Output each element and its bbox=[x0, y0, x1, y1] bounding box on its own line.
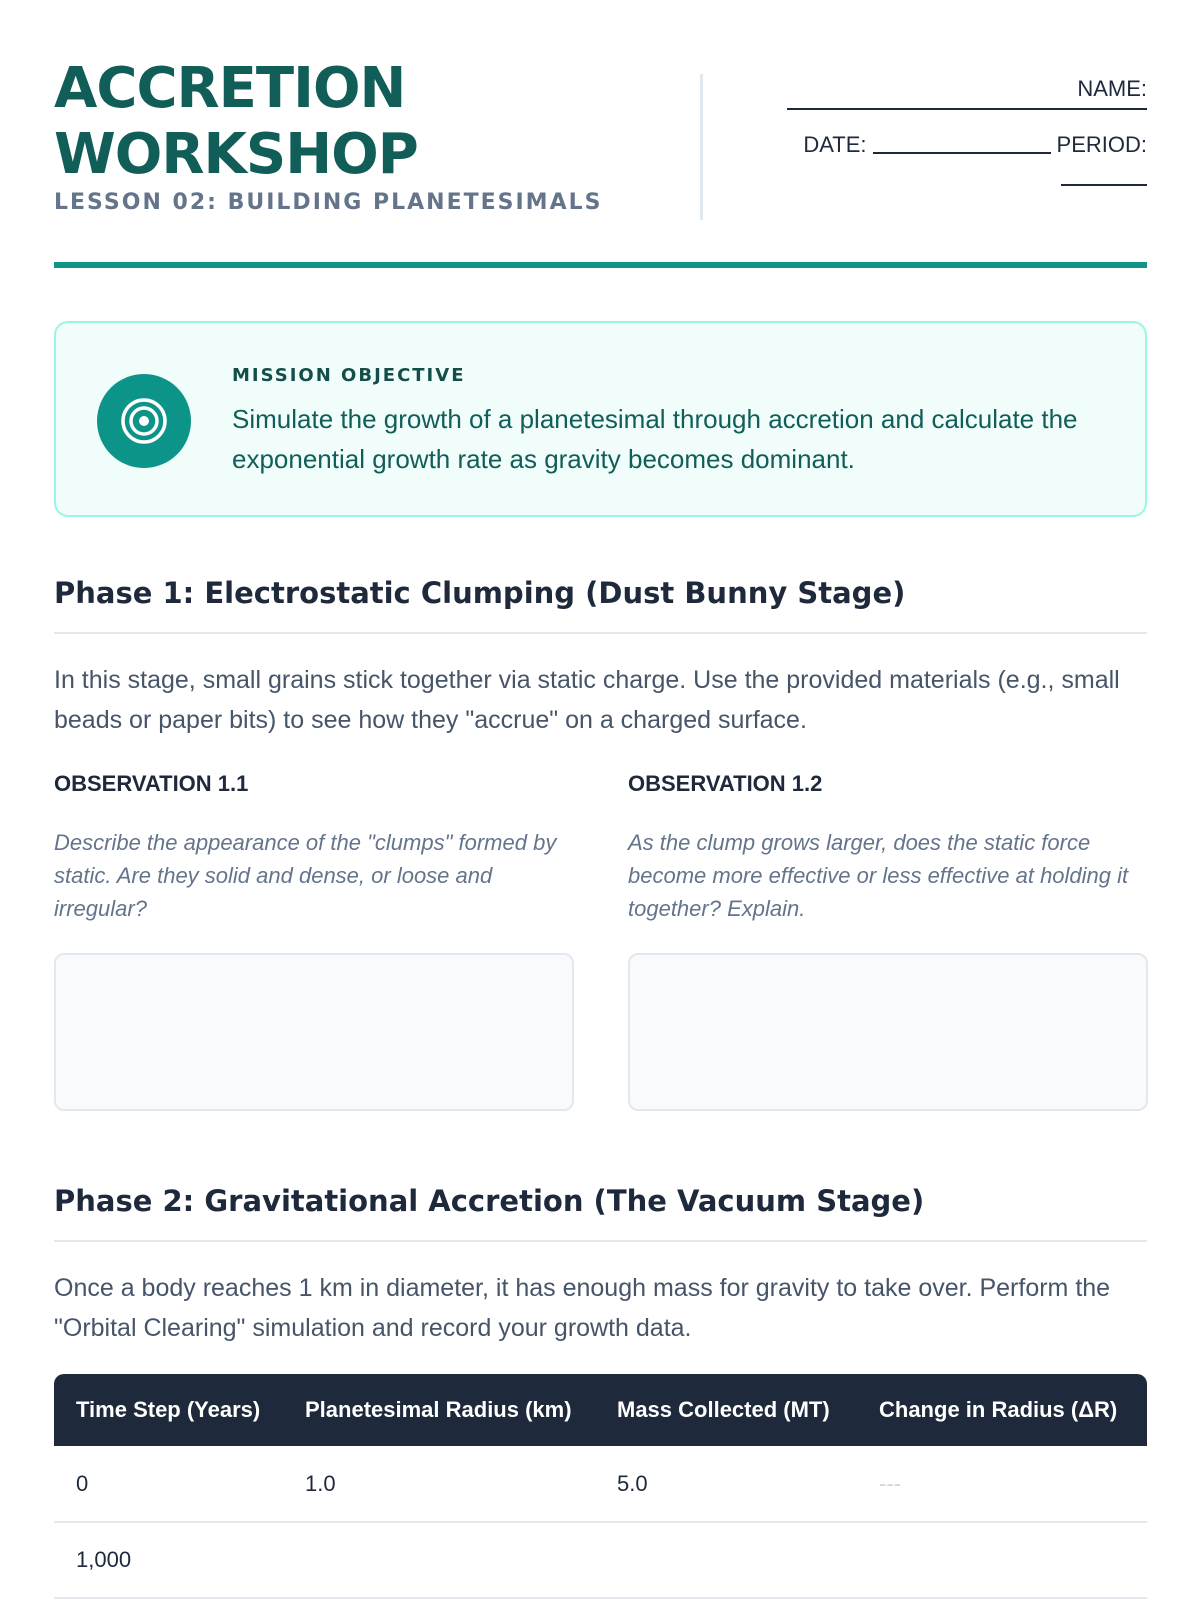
lesson-subtitle: LESSON 02: BUILDING PLANETESIMALS bbox=[54, 190, 603, 215]
table-cell[interactable] bbox=[283, 1522, 595, 1598]
date-label: DATE: bbox=[803, 132, 867, 157]
col-header-radius: Planetesimal Radius (km) bbox=[283, 1374, 595, 1446]
worksheet-title bbox=[54, 56, 418, 188]
table-cell: 0 bbox=[54, 1446, 283, 1522]
phase2-intro: Once a body reaches 1 km in diameter, it has enough mass for gravity to take over. Perform the "Orbital Clearing" simulation and record your growth data. bbox=[54, 1274, 1111, 1342]
col-header-change-radius: Change in Radius (ΔR) bbox=[857, 1374, 1147, 1446]
title-line-2: WORKSHOP bbox=[54, 122, 418, 187]
col-header-time-step: Time Step (Years) bbox=[54, 1374, 283, 1446]
observation-1-1-question: Describe the appearance of the "clumps" formed by static. Are they solid and dense, or loose and irregular? bbox=[54, 830, 557, 921]
table-cell[interactable] bbox=[857, 1522, 1147, 1598]
name-field[interactable] bbox=[787, 108, 1147, 110]
phase2-title: Phase 2: Gravitational Accretion (The Vacuum Stage) bbox=[54, 1184, 925, 1218]
observation-1-2-answer-box[interactable] bbox=[628, 953, 1148, 1111]
table-cell[interactable]: 5.0 bbox=[595, 1446, 857, 1522]
table-row bbox=[54, 1522, 1147, 1598]
observation-1-1-answer-box[interactable] bbox=[54, 953, 574, 1111]
header-rule bbox=[54, 262, 1147, 268]
name-label: NAME: bbox=[1077, 76, 1147, 101]
target-icon bbox=[97, 374, 191, 468]
phase1-intro: In this stage, small grains stick together via static charge. Use the provided materials (e.g., small beads or paper bits) to see how they "accrue" on a charged surface. bbox=[54, 666, 1120, 734]
observation-1-2-question: As the clump grows larger, does the static force become more effective or less effective at holding it together? Explain. bbox=[628, 830, 1129, 921]
table-row bbox=[54, 1446, 1147, 1522]
header-divider bbox=[700, 74, 703, 220]
table-cell[interactable] bbox=[595, 1522, 857, 1598]
student-fields bbox=[787, 76, 1147, 186]
period-field[interactable] bbox=[1061, 184, 1147, 186]
observation-1-1-label: OBSERVATION 1.1 bbox=[54, 771, 249, 796]
period-label: PERIOD: bbox=[1056, 132, 1147, 157]
date-period-row bbox=[787, 132, 1147, 158]
title-line-1: ACCRETION bbox=[54, 56, 406, 121]
table-header-row bbox=[54, 1374, 1147, 1446]
date-field[interactable] bbox=[873, 136, 1051, 154]
col-header-mass: Mass Collected (MT) bbox=[595, 1374, 857, 1446]
observation-1-2-label: OBSERVATION 1.2 bbox=[628, 771, 823, 796]
table-cell[interactable]: 1.0 bbox=[283, 1446, 595, 1522]
phase2-rule bbox=[54, 1240, 1147, 1242]
phase1-title: Phase 1: Electrostatic Clumping (Dust Bunny Stage) bbox=[54, 576, 906, 610]
table-cell: --- bbox=[857, 1446, 1147, 1522]
objective-text: Simulate the growth of a planetesimal through accretion and calculate the exponential growth rate as gravity becomes dominant. bbox=[232, 404, 1078, 474]
table-cell: 1,000 bbox=[54, 1522, 283, 1598]
objective-label: MISSION OBJECTIVE bbox=[232, 365, 466, 386]
phase1-rule bbox=[54, 632, 1147, 634]
growth-data-table bbox=[54, 1374, 1147, 1599]
mission-objective-card bbox=[54, 321, 1147, 517]
worksheet-header bbox=[54, 56, 1147, 266]
